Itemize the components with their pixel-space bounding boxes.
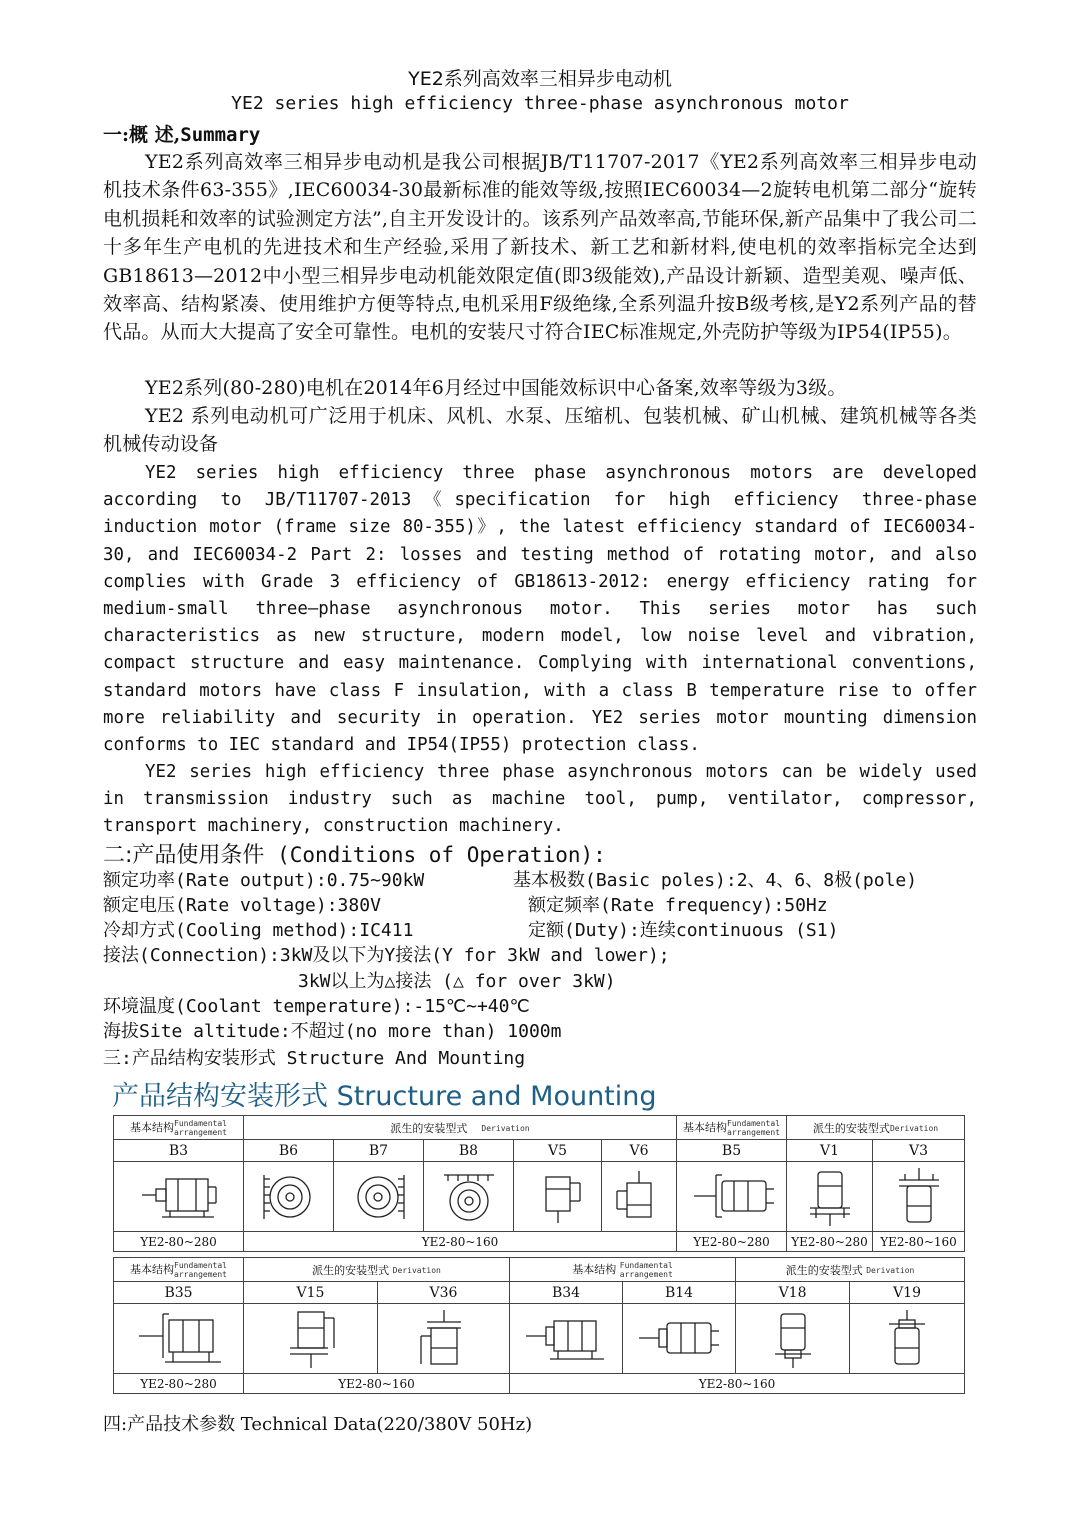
- frame-range: YE2-80~160: [873, 1232, 965, 1252]
- motor-diagram-v1: [787, 1162, 873, 1232]
- condition-ambient: 环境温度(Coolant temperature):-15℃~+40℃: [103, 996, 530, 1017]
- frame-range: YE2-80~280: [787, 1232, 873, 1252]
- motor-b35-icon: [129, 1310, 229, 1368]
- mounting-code: V3: [873, 1140, 965, 1162]
- motor-b14-icon: [631, 1311, 727, 1367]
- mounting-code: B5: [677, 1140, 787, 1162]
- condition-connection-2: 3kW以上为△接法 (△ for over 3kW): [298, 971, 616, 992]
- motor-b34-icon: [518, 1311, 614, 1367]
- mounting-code: V36: [378, 1282, 510, 1304]
- mounting-code: B8: [424, 1140, 514, 1162]
- summary-paragraph-en-1: YE2 series high efficiency three phase asynchronous motors are developed according to JB/T11707-2013《specification for high efficiency three-phase induction motor (frame size 80-355)》, the latest efficiency standard of IEC60034-30, and IEC60034-2 Part 2: losses and testing method of rotating motor, and also complies with Grade 3 efficiency of GB18613-2012: energy efficiency rating for medium-small three—phase asynchronous motor. This series motor has such characteristics as new structure, modern model, low noise level and vibration, compact structure and easy maintenance. Complying with international conventions, standard motors have class F insulation, with a class B temperature rise to offer more reliability and security in operation. YE2 series motor mounting dimension conforms to IEC standard and IP54(IP55) protection class.: [103, 463, 977, 756]
- motor-b8-icon: [434, 1169, 504, 1225]
- frame-range: YE2-80~280: [114, 1232, 244, 1252]
- motor-v36-icon: [409, 1308, 479, 1370]
- motor-diagram-v5: [514, 1162, 602, 1232]
- mounting-code: B35: [114, 1282, 244, 1304]
- condition-altitude: 海拔Site altitude:不超过(no more than) 1000m: [103, 1021, 562, 1042]
- mounting-code: V19: [850, 1282, 965, 1304]
- condition-rate-voltage: 额定电压(Rate voltage):380V: [103, 895, 381, 916]
- motor-v19-icon: [877, 1308, 937, 1370]
- motor-v18-icon: [763, 1308, 823, 1370]
- basic-arrangement-header: 基本结构Fundamental arrangement: [114, 1258, 244, 1282]
- motor-v3-icon: [889, 1166, 949, 1228]
- motor-b3-icon: [134, 1169, 224, 1225]
- section3-heading: 三:产品结构安装形式 Structure And Mounting: [103, 1048, 526, 1069]
- mounting-code: V15: [244, 1282, 378, 1304]
- section2-heading: [103, 838, 606, 869]
- motor-diagram-b3: [114, 1162, 244, 1232]
- mounting-code: V5: [514, 1140, 602, 1162]
- mounting-banner: 产品结构安装形式 Structure and Mounting: [112, 1081, 657, 1112]
- section1-heading-cn: 一:概 述,: [103, 124, 181, 146]
- mounting-code: B34: [510, 1282, 623, 1304]
- motor-diagram-v3: [873, 1162, 965, 1232]
- motor-diagram-v18: [736, 1304, 850, 1374]
- basic-arrangement-header: 基本结构 Fundamental arrangement: [510, 1258, 736, 1282]
- frame-range: YE2-80~280: [114, 1374, 244, 1394]
- derivation-header: 派生的安装型式 Derivation: [244, 1258, 510, 1282]
- motor-v5-icon: [528, 1167, 588, 1227]
- motor-v6-icon: [611, 1167, 667, 1227]
- motor-diagram-b7: [334, 1162, 424, 1232]
- condition-basic-poles: 基本极数(Basic poles):2、4、6、8极(pole): [513, 870, 918, 891]
- condition-rate-frequency: 额定频率(Rate frequency):50Hz: [528, 895, 828, 916]
- motor-diagram-b8: [424, 1162, 514, 1232]
- mounting-code: V6: [602, 1140, 677, 1162]
- motor-diagram-v36: [378, 1304, 510, 1374]
- motor-v1-icon: [800, 1166, 860, 1228]
- derivation-header: 派生的安装型式 Derivation: [244, 1116, 677, 1140]
- derivation-header: 派生的安装型式Derivation: [787, 1116, 965, 1140]
- motor-diagram-b35: [114, 1304, 244, 1374]
- motor-diagram-b6: [244, 1162, 334, 1232]
- motor-diagram-b5: [677, 1162, 787, 1232]
- motor-b6-icon: [254, 1169, 324, 1225]
- condition-duty: 定额(Duty):连续continuous (S1): [528, 920, 839, 941]
- summary-paragraph-cn-2: YE2系列(80-280)电机在2014年6月经过中国能效标识中心备案,效率等级为3级。: [145, 377, 847, 399]
- mounting-code: B6: [244, 1140, 334, 1162]
- document-title-en: YE2 series high efficiency three-phase asynchronous motor: [231, 93, 849, 114]
- section4-heading: 四:产品技术参数 Technical Data(220/380V 50Hz): [103, 1414, 533, 1435]
- derivation-header: 派生的安装型式 Derivation: [736, 1258, 965, 1282]
- mounting-code: B7: [334, 1140, 424, 1162]
- mounting-code: V1: [787, 1140, 873, 1162]
- basic-arrangement-header: 基本结构Fundamental arrangement: [114, 1116, 244, 1140]
- section2-heading-en: (Conditions of Operation):: [264, 843, 606, 867]
- frame-range: YE2-80~160: [244, 1232, 677, 1252]
- mounting-table-2: [113, 1257, 965, 1394]
- section1-heading-en: Summary: [180, 124, 261, 146]
- condition-rate-output: 额定功率(Rate output):0.75~90kW: [103, 870, 425, 891]
- summary-paragraph-cn-1: YE2系列高效率三相异步电动机是我公司根据JB/T11707-2017《YE2系列高效率三相异步电动机技术条件63-355》,IEC60034-30最新标准的能效等级,按照IEC60034—2旋转电机第二部分“旋转电机损耗和效率的试验测定方法”,自主开发设计的。该系列产品效率高,节能环保,新产品集中了我公司二十多年生产电机的先进技术和生产经验,采用了新技术、新工艺和新材料,使电机的效率指标完全达到GB18613—2012中小型三相异步电动机能效限定值(即3级能效),产品设计新颖、造型美观、噪声低、效率高、结构紧凑、使用维护方便等特点,电机采用F级绝缘,全系列温升按B级考核,是Y2系列产品的替代品。从而大大提高了安全可靠性。电机的安装尺寸符合IEC标准规定,外壳防护等级为IP54(IP55)。: [103, 151, 977, 344]
- basic-arrangement-header: 基本结构Fundamental arrangement: [677, 1116, 787, 1140]
- motor-diagram-b14: [623, 1304, 736, 1374]
- motor-b7-icon: [344, 1169, 414, 1225]
- frame-range: YE2-80~160: [244, 1374, 510, 1394]
- condition-connection-1: 接法(Connection):3kW及以下为Y接法(Y for 3kW and lower);: [103, 945, 670, 966]
- motor-diagram-b34: [510, 1304, 623, 1374]
- mounting-table-1: [113, 1115, 965, 1252]
- motor-b5-icon: [682, 1169, 782, 1225]
- motor-diagram-v19: [850, 1304, 965, 1374]
- summary-paragraph-en-2: YE2 series high efficiency three phase asynchronous motors can be widely used in transmission industry such as machine tool, pump, ventilator, compressor, transport machinery, construction machinery.: [103, 762, 977, 837]
- mounting-code: V18: [736, 1282, 850, 1304]
- condition-cooling: 冷却方式(Cooling method):IC411: [103, 920, 414, 941]
- summary-paragraph-cn-3: YE2 系列电动机可广泛用于机床、风机、水泵、压缩机、包装机械、矿山机械、建筑机械等各类机械传动设备: [103, 405, 977, 456]
- motor-diagram-v6: [602, 1162, 677, 1232]
- document-title-cn: YE2系列高效率三相异步电动机: [408, 68, 672, 90]
- motor-v15-icon: [276, 1308, 346, 1370]
- mounting-code: B14: [623, 1282, 736, 1304]
- frame-range: YE2-80~160: [510, 1374, 965, 1394]
- mounting-code: B3: [114, 1140, 244, 1162]
- section1-heading: [103, 120, 260, 147]
- section2-heading-cn: 二:产品使用条件: [103, 843, 265, 868]
- motor-diagram-v15: [244, 1304, 378, 1374]
- frame-range: YE2-80~280: [677, 1232, 787, 1252]
